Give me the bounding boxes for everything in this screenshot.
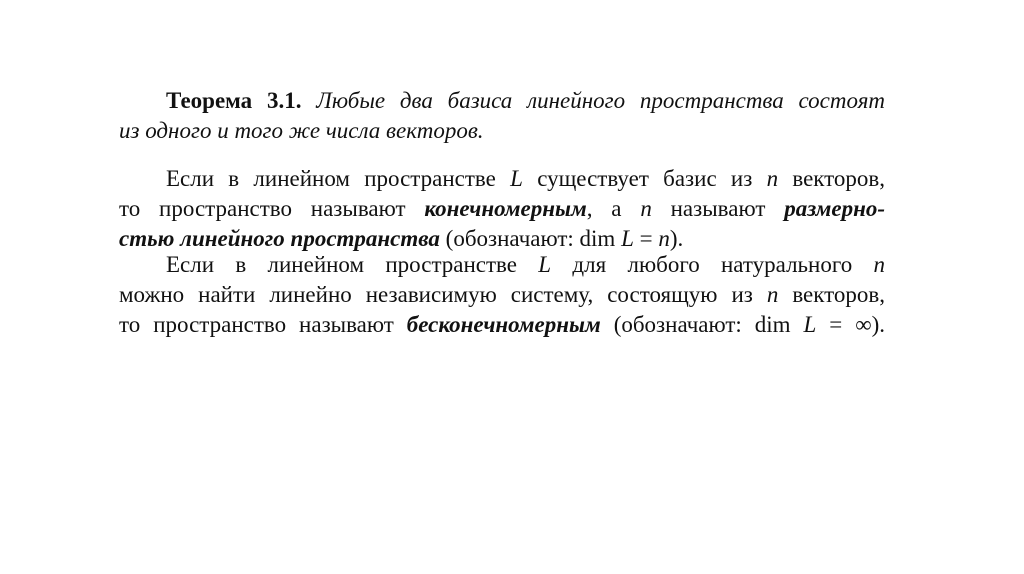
text: можно найти линейно независимую систему, состоящую из [119,282,753,307]
math-symbol: L [510,166,523,191]
text: Если в линейном пространстве [166,166,496,191]
term-dimension-cont: стью линейного пространства [119,226,440,251]
math-symbol: = [829,312,843,337]
math-operator: dim [754,312,791,337]
math-operator: dim [579,226,616,251]
math-symbol: n [640,196,652,221]
para2-line-1 [166,250,885,280]
text: для любого натурального [572,252,853,277]
math-symbol: L [803,312,817,337]
term-infinite-dimensional: бесконечномерным [406,312,601,337]
theorem-label: Теорема 3.1. [166,88,302,113]
math-symbol: L [538,252,552,277]
term-dimension: размерно- [784,196,885,221]
math-symbol: L [621,226,634,251]
theorem-text-1: Любые два базиса линейного пространства состоят [316,88,885,113]
text: то пространство называют [119,312,394,337]
theorem-line-1 [166,86,885,116]
math-symbol: n [766,282,779,307]
para2-line-2 [119,280,885,310]
math-symbol: = [639,226,653,251]
para1-line-2 [119,194,885,224]
text: векторов, [792,166,886,191]
para2-line-3 [119,310,885,340]
text: ). [871,312,886,337]
theorem-text-2: из одного и того же числа векторов. [119,118,484,143]
text: векторов, [792,282,885,307]
text: Если в линейном пространстве [166,252,517,277]
text: называют [670,196,766,221]
text: существует базис из [537,166,753,191]
math-symbol: n [766,166,779,191]
math-symbol: n [873,252,886,277]
text: ). [669,226,684,251]
term-finite-dimensional: конечномерным [424,196,587,221]
math-symbol: n [658,226,670,251]
theorem-line-2 [119,116,885,146]
text: то пространство называют [119,196,406,221]
para1-line-1 [166,164,885,194]
text: (обозначают: [613,312,742,337]
infinity-symbol: ∞ [855,312,872,337]
text: (обозначают: [445,226,574,251]
text: , а [586,196,622,221]
